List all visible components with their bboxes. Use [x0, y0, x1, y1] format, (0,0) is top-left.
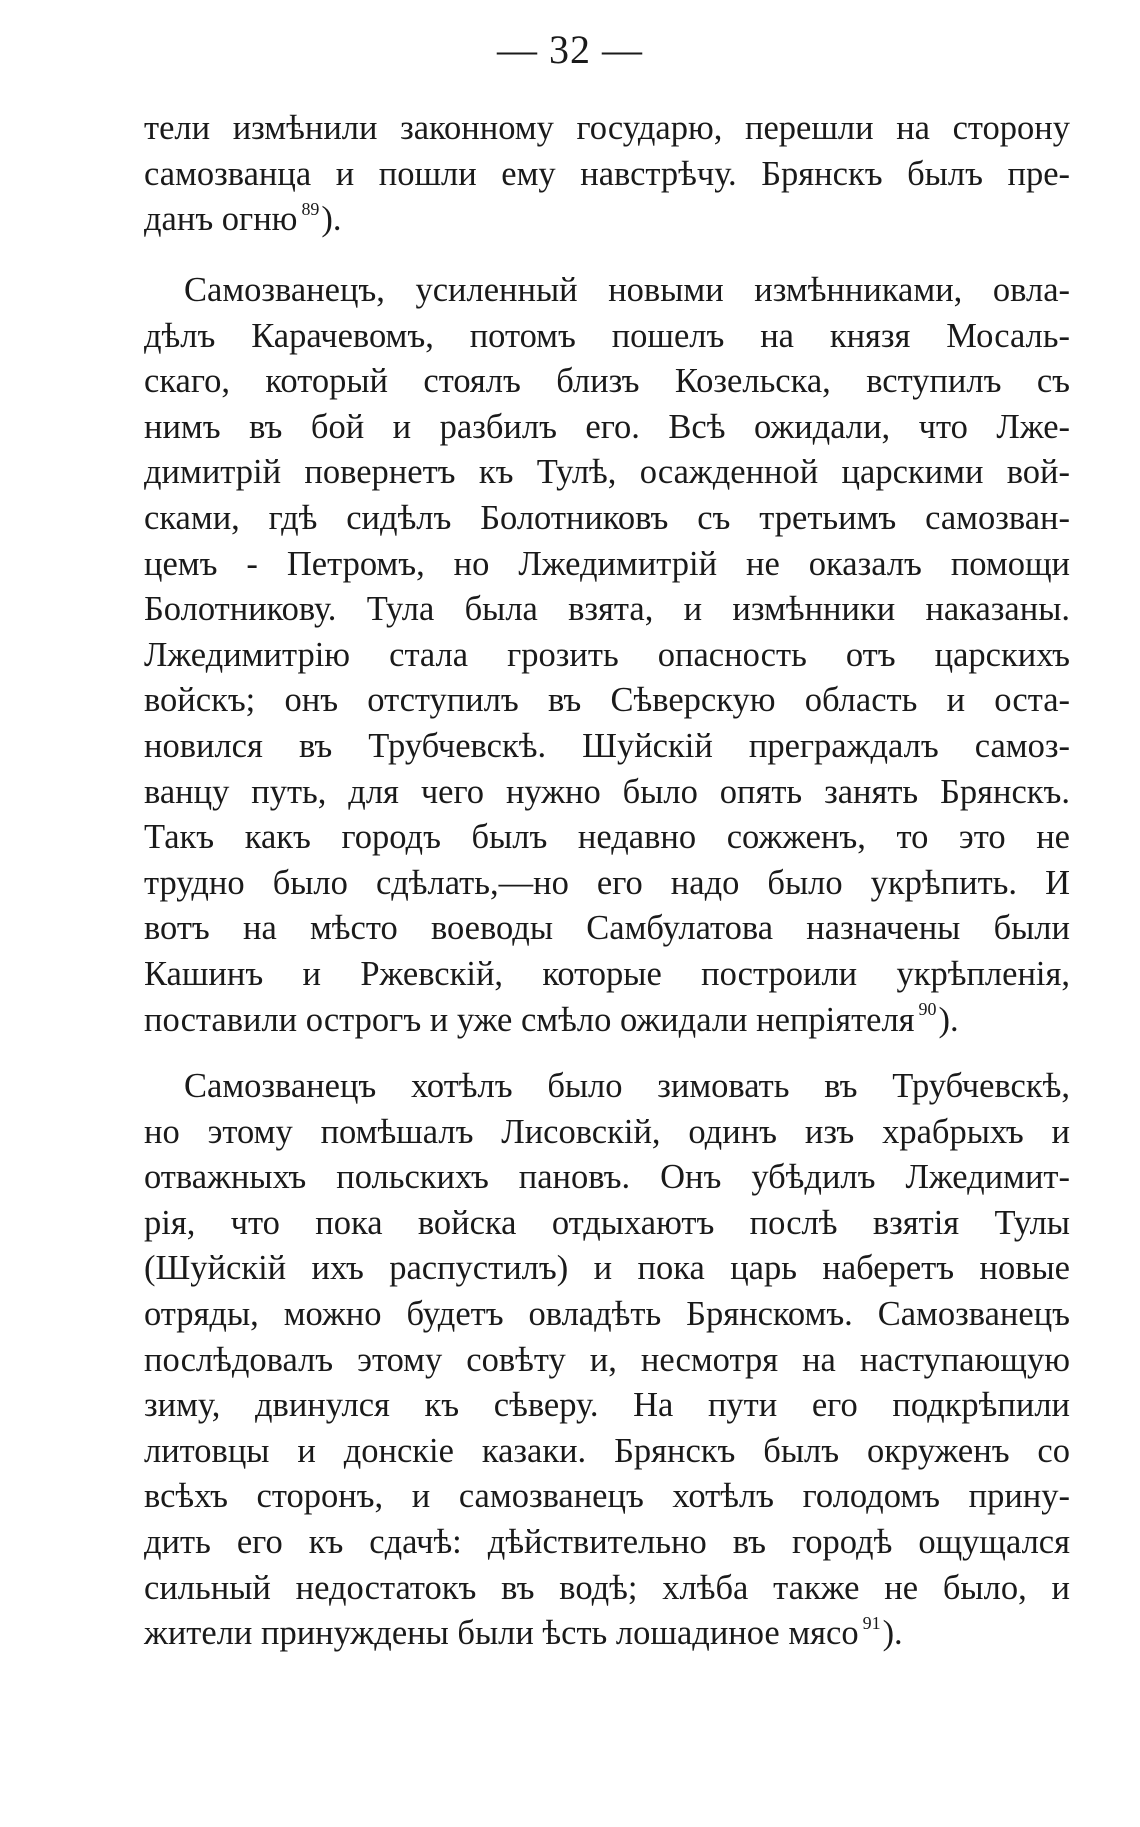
text-line: тели измѣнили законному государю, перешли на сторону	[144, 109, 1070, 147]
text-line-content: данъ огню	[144, 200, 298, 239]
text-line: вотъ на мѣсто воеводы Самбулатова назначены были	[144, 909, 1070, 948]
text-line: сильный недостатокъ въ водѣ; хлѣба также не было, и	[144, 1568, 1070, 1607]
text-line: Лжедимитрію стала грозить опасность отъ царскихъ	[144, 635, 1070, 674]
text-line: отряды, можно будетъ овладѣть Брянскомъ. Самозванецъ	[144, 1294, 1070, 1333]
text-line: Болотникову. Тула была взята, и измѣнники наказаны.	[144, 590, 1070, 629]
paragraph-2	[144, 268, 1070, 1043]
text-line: всѣхъ сторонъ, и самозванецъ хотѣлъ голодомъ прину-	[144, 1477, 1070, 1516]
text-line-last	[144, 197, 1070, 243]
footnote-ref: 89	[301, 198, 320, 219]
text-line: Кашинъ и Ржевскій, которые построили укрѣпленія,	[144, 954, 1070, 993]
text-line: цемъ - Петромъ, но Лжедимитрій не оказалъ помощи	[144, 544, 1070, 583]
text-line: (Шуйскій ихъ распустилъ) и пока царь наберетъ новые	[144, 1249, 1070, 1288]
text-line: Такъ какъ городъ былъ недавно сожженъ, то это не	[144, 818, 1070, 857]
text-line: самозванца и пошли ему навстрѣчу. Брянскъ былъ пре-	[144, 154, 1070, 193]
text-line: Самозванецъ, усиленный новыми измѣнниками, овла-	[184, 271, 1070, 309]
text-line: трудно было сдѣлать,—но его надо было укрѣпить. И	[144, 863, 1070, 902]
footnote-close: ).	[882, 1614, 903, 1653]
text-line: отважныхъ польскихъ пановъ. Онъ убѣдилъ Лжедимит-	[144, 1158, 1070, 1197]
text-line: ванцу путь, для чего нужно было опять занять Брянскъ.	[144, 772, 1070, 811]
paragraph-3	[144, 1064, 1070, 1657]
text-line-last	[144, 998, 1070, 1044]
text-line: скаго, который стоялъ близъ Козельска, вступилъ съ	[144, 362, 1070, 401]
text-line: послѣдовалъ этому совѣту и, несмотря на наступающую	[144, 1340, 1070, 1379]
text-line: рія, что пока войска отдыхаютъ послѣ взятія Тулы	[144, 1203, 1070, 1242]
text-line: нимъ въ бой и разбилъ его. Всѣ ожидали, что Лже-	[144, 407, 1070, 446]
text-line: зиму, двинулся къ сѣверу. На пути его подкрѣпили	[144, 1386, 1070, 1425]
footnote-close: ).	[321, 200, 342, 239]
text-line: литовцы и донскіе казаки. Брянскъ былъ окруженъ со	[144, 1431, 1070, 1470]
text-line-last	[144, 1611, 1070, 1657]
text-line: дить его къ сдачѣ: дѣйствительно въ городѣ ощущался	[144, 1522, 1070, 1561]
footnote-ref: 90	[918, 999, 937, 1020]
text-line: димитрій повернетъ къ Тулѣ, осажденной царскими вой-	[144, 453, 1070, 492]
text-line: войскъ; онъ отступилъ въ Сѣверскую область и оста-	[144, 681, 1070, 720]
footnote-close: ).	[938, 1000, 959, 1039]
paragraph-1	[144, 106, 1070, 243]
text-line: Самозванецъ хотѣлъ было зимовать въ Трубчевскѣ,	[184, 1067, 1070, 1105]
text-line: дѣлъ Карачевомъ, потомъ пошелъ на князя Мосаль-	[144, 316, 1070, 355]
page-number: — 32 —	[497, 27, 643, 72]
text-line: новился въ Трубчевскѣ. Шуйскій преграждалъ самоз-	[144, 726, 1070, 765]
text-line: сками, гдѣ сидѣлъ Болотниковъ съ третьимъ самозван-	[144, 498, 1070, 537]
text-line: но этому помѣшалъ Лисовскій, одинъ изъ храбрыхъ и	[144, 1112, 1070, 1151]
text-line-content: поставили острогъ и уже смѣло ожидали непріятеля	[144, 1000, 915, 1039]
text-line-content: жители принуждены были ѣсть лошадиное мясо	[144, 1614, 859, 1653]
footnote-ref: 91	[862, 1612, 881, 1633]
